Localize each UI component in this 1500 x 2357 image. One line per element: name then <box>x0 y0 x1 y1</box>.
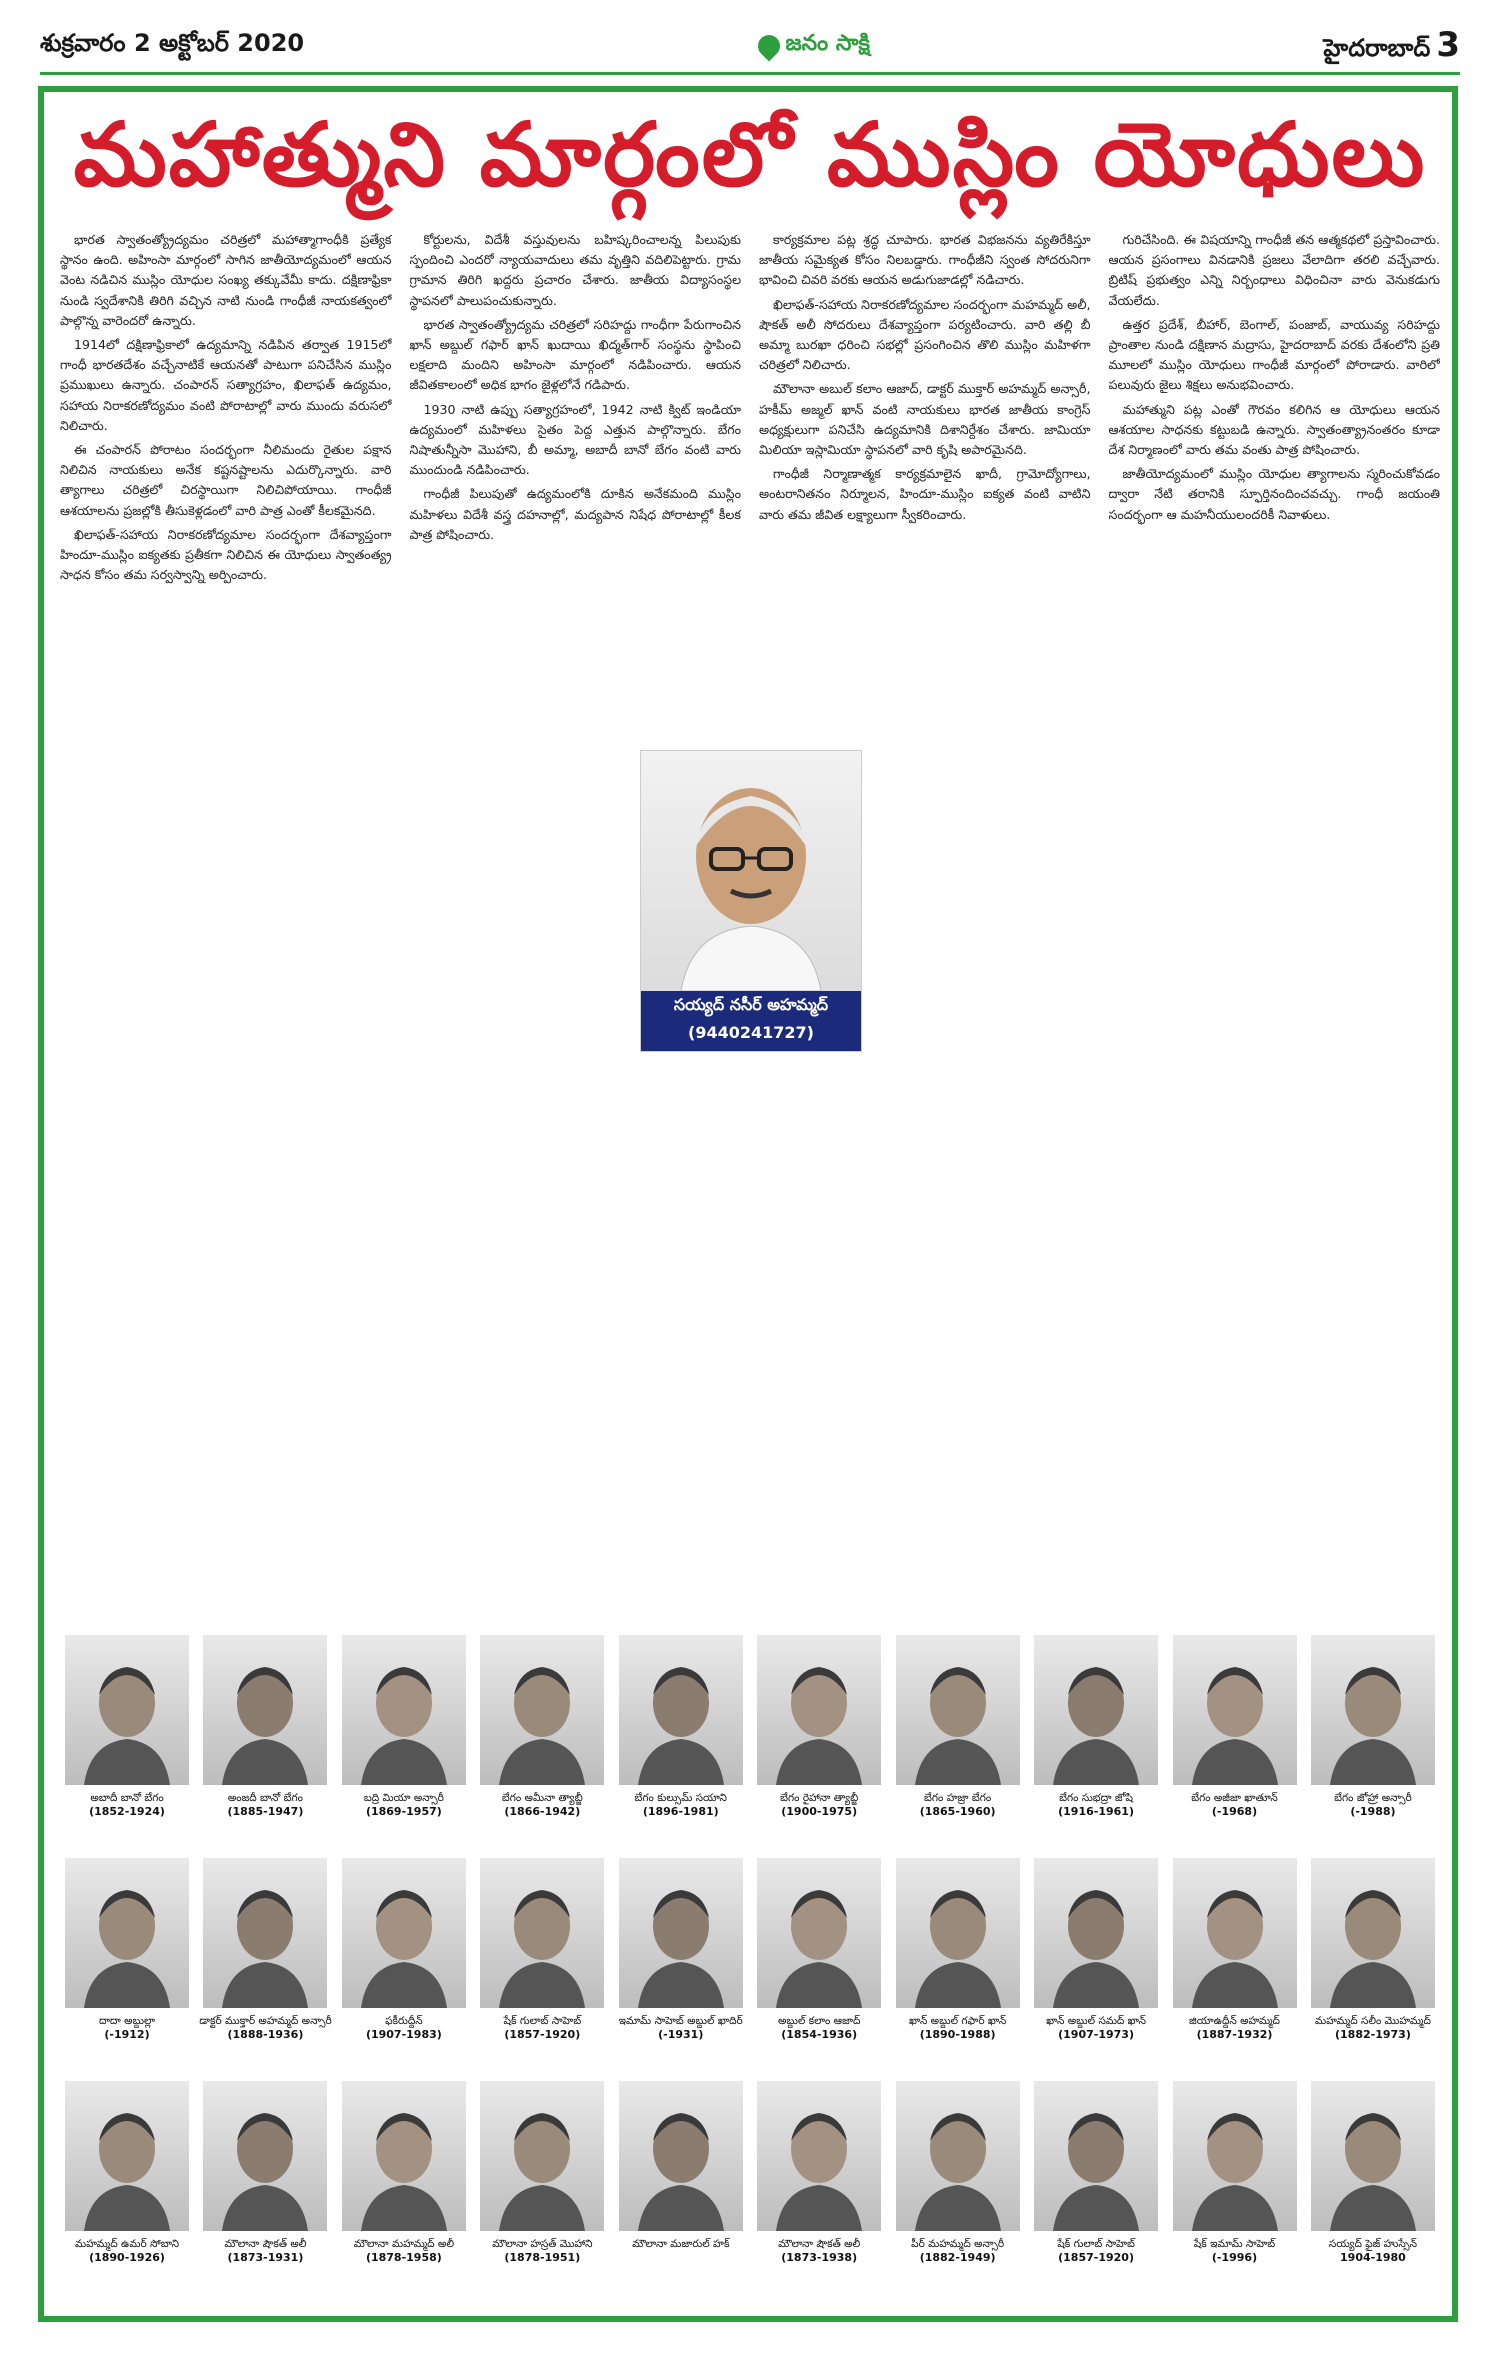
portrait-photo <box>342 1858 466 2008</box>
person-silhouette-icon <box>210 1868 320 2008</box>
paragraph: కోర్టులను, విదేశీ వస్తువులను బహిష్కరించాలన్న పిలుపుకు స్పందించి ఎందరో న్యాయవాదులు తమ వృత్తిని వదిలిపెట్టారు. గ్రామ గ్రామాన తిరిగి ఖద్దరు ప్రచారం చేశారు. జాతీయ విద్యాసంస్థల స్థాపనలో పాలుపంచుకున్నారు. <box>409 232 741 308</box>
newspaper-logo <box>758 31 871 61</box>
paragraph: భారత స్వాతంత్య్రోద్యమం చరిత్రలో మహాత్మాగాంధీకి ప్రత్యేక స్థానం ఉంది. అహింసా మార్గంలో సాగిన జాతీయోద్యమంలో ఆయన వెంట నడిచిన ముస్లిం యోధుల సంఖ్య తక్కువేమీ కాదు. దక్షిణాఫ్రికా నుండి స్వదేశానికి తిరిగి వచ్చిన నాటి నుండి గాంధీజీ నాయకత్వంలో పాల్గొన్న వారెందరో ఉన్నారు. <box>60 232 392 328</box>
person-silhouette-icon <box>1318 1645 1428 1785</box>
person-silhouette-icon <box>487 2091 597 2231</box>
portrait-photo <box>65 1858 189 2008</box>
person-silhouette-icon <box>626 2091 736 2231</box>
leaf-icon <box>753 30 784 61</box>
person-silhouette-icon <box>626 1645 736 1785</box>
portrait-years: (1907-1973) <box>1058 2028 1134 2041</box>
portrait-years: (1857-1920) <box>1058 2251 1134 2264</box>
portrait-card <box>198 2081 332 2304</box>
portrait-name: ఫకీరుద్దీన్ <box>385 2015 423 2027</box>
portrait-photo <box>480 2081 604 2231</box>
page-number: 3 <box>1436 24 1460 65</box>
portrait-photo <box>203 2081 327 2231</box>
portrait-photo <box>1173 1635 1297 1785</box>
person-silhouette-icon <box>1041 1868 1151 2008</box>
portrait-card <box>1029 2081 1163 2304</box>
gallery-row-1 <box>60 1635 1440 1858</box>
paragraph: కార్యక్రమాల పట్ల శ్రద్ధ చూపారు. భారత విభజనను వ్యతిరేకిస్తూ జాతీయ సమైక్యత కోసం నిలబడ్డారు. గాంధీజీని స్వంత సోదరునిగా భావించి చివరి వరకు ఆయన అడుగుజాడల్లో నడిచారు. <box>759 232 1091 288</box>
portrait-card <box>614 2081 748 2304</box>
page-locator <box>1323 25 1460 68</box>
portrait-photo <box>65 1635 189 1785</box>
paragraph: గురిచేసింది. ఈ విషయాన్ని గాంధీజీ తన ఆత్మకథలో ప్రస్తావించారు. ఆయన ప్రసంగాలు వినడానికి ప్రజలు వేలాదిగా తరలి వచ్చేవారు. బ్రిటిష్ ప్రభుత్వం ఎన్ని నిర్బంధాలు విధించినా వారు వెనుకడుగు వేయలేదు. <box>1108 232 1440 308</box>
portrait-years: (-1931) <box>658 2028 704 2041</box>
portrait-photo <box>1311 1858 1435 2008</box>
portrait-name: జియాఉద్దీన్ అహమ్మద్ <box>1189 2015 1280 2027</box>
portrait-name: షేక్ ఇమామ్ సాహెబ్ <box>1193 2238 1276 2250</box>
person-silhouette-icon <box>1318 2091 1428 2231</box>
portrait-photo <box>480 1858 604 2008</box>
person-silhouette-icon <box>487 1868 597 2008</box>
person-silhouette-icon <box>1041 1645 1151 1785</box>
author-name: సయ్యద్ నసీర్ అహమ్మద్ <box>673 995 829 1014</box>
portrait-years: (-1968) <box>1211 1805 1258 1818</box>
portrait-years: (1885-1947) <box>227 1805 304 1818</box>
portrait-years: (-1996) <box>1211 2251 1258 2264</box>
portrait-card <box>752 1858 886 2081</box>
portrait-years: (1854-1936) <box>781 2028 858 2041</box>
person-silhouette-icon <box>903 1645 1013 1785</box>
portrait-card <box>475 2081 609 2304</box>
portrait-card <box>475 1635 609 1858</box>
portrait-photo <box>480 1635 604 1785</box>
portrait-years: (1873-1931) <box>227 2251 304 2264</box>
paragraph: మౌలానా అబుల్ కలాం ఆజాద్, డాక్టర్ ముక్తార్ అహమ్మద్ అన్సారీ, హకీమ్ అజ్మల్ ఖాన్ వంటి నాయకులు భారత జాతీయ కాంగ్రెస్ అధ్యక్షులుగా పనిచేసి ఉద్యమానికి దిశానిర్దేశం చేశారు. జామియా మిలియా ఇస్లామియా స్థాపనలో వారి కృషి అపారమైనది. <box>759 381 1091 458</box>
portrait-photo <box>619 1858 743 2008</box>
portrait-card <box>614 1635 748 1858</box>
portrait-photo <box>619 2081 743 2231</box>
paragraph: 1930 నాటి ఉప్పు సత్యాగ్రహంలో, 1942 నాటి క్విట్ ఇండియా ఉద్యమంలో మహిళలు సైతం పెద్ద ఎత్తున పాల్గొన్నారు. బేగం నిషాతున్నీసా మొహాని, బీ అమ్మా, అబాదీ బానో బేగం వంటి వారు ముందుండి నడిపించారు. <box>409 401 741 478</box>
portrait-card <box>198 1635 332 1858</box>
portrait-years: (1852-1924) <box>89 1805 165 1818</box>
portrait-card <box>614 1858 748 2081</box>
portrait-name: పీర్ మహమ్మద్ అన్సారీ <box>911 2238 1005 2250</box>
portrait-photo <box>342 2081 466 2231</box>
article-column-4 <box>1109 230 1441 1625</box>
person-silhouette-icon <box>1041 2091 1151 2231</box>
portrait-photo <box>1173 2081 1297 2231</box>
portrait-name: ఇమామ్ సాహెబ్ అబ్దుల్ ఖాదిర్ <box>618 2015 743 2027</box>
paragraph: భారత స్వాతంత్య్రోద్యమ చరిత్రలో సరిహద్దు గాంధీగా పేరుగాంచిన ఖాన్ అబ్దుల్ గఫార్ ఖాన్ ఖుదాయి ఖిద్మత్‌గార్ సంస్థను స్థాపించి లక్షలాది మందిని అహింసా మార్గంలో నడిపించారు. ఆయన జీవితకాలంలో అధిక భాగం జైళ్లలోనే గడిపారు. <box>409 316 741 393</box>
person-silhouette-icon <box>210 1645 320 1785</box>
person-silhouette-icon <box>487 1645 597 1785</box>
portrait-years: 1904-1980 <box>1340 2251 1406 2264</box>
portrait-name: బేగం హజ్రా బేగం <box>924 1792 992 1804</box>
paragraph: జాతీయోద్యమంలో ముస్లిం యోధుల త్యాగాలను స్మరించుకోవడం ద్వారా నేటి తరానికి స్ఫూర్తినందించవచ్చు. గాంధీ జయంతి సందర్భంగా ఆ మహనీయులందరికీ నివాళులు. <box>1108 466 1440 522</box>
portrait-card <box>475 1858 609 2081</box>
issue-date: శుక్రవారం 2 అక్టోబర్ 2020 <box>40 29 305 57</box>
portrait-card <box>337 2081 471 2304</box>
portrait-photo <box>1034 1858 1158 2008</box>
portrait-photo <box>65 2081 189 2231</box>
portrait-name: షేక్ గులాబ్ సాహెబ్ <box>1057 2238 1135 2250</box>
portrait-name: మహమ్మద్ సలీం మొహమ్మద్ <box>1315 2015 1431 2027</box>
portrait-years: (1882-1973) <box>1335 2028 1411 2041</box>
person-silhouette-icon <box>903 1868 1013 2008</box>
portrait-name: మౌలానా షౌకత్ అలీ <box>224 2238 307 2250</box>
author-portrait <box>640 750 862 1052</box>
portrait-card <box>1029 1635 1163 1858</box>
portrait-card <box>337 1635 471 1858</box>
article-column-1 <box>60 230 392 1625</box>
portrait-name: మహమ్మద్ ఉమర్ సోబాని <box>75 2238 179 2250</box>
edition-city: హైదరాబాద్ <box>1323 33 1431 62</box>
portrait-years: (1887-1932) <box>1196 2028 1273 2041</box>
person-silhouette-icon <box>626 1868 736 2008</box>
person-silhouette-icon <box>764 1645 874 1785</box>
portrait-photo <box>203 1858 327 2008</box>
portrait-name: మౌలానా షౌకత్ అలీ <box>778 2238 861 2250</box>
paragraph: ఖిలాఫత్-సహాయ నిరాకరణోద్యమాల సందర్భంగా దేశవ్యాప్తంగా హిందూ-ముస్లిం ఐక్యతకు ప్రతీకగా నిలిచిన ఈ యోధులు స్వాతంత్య్ర సాధన కోసం తమ సర్వస్వాన్ని అర్పించారు. <box>60 526 392 583</box>
portrait-name: అబ్దుల్ కలాం ఆజాద్ <box>777 2015 861 2027</box>
portrait-name: బద్రి మియా అన్సారీ <box>363 1792 444 1804</box>
person-silhouette-icon <box>764 1868 874 2008</box>
portrait-name: బేగం రైహానా త్యాబ్జీ <box>780 1792 859 1804</box>
portrait-photo <box>342 1635 466 1785</box>
portrait-card <box>891 1858 1025 2081</box>
portrait-photo <box>757 1858 881 2008</box>
person-silhouette-icon <box>903 2091 1013 2231</box>
portrait-years: (1907-1983) <box>365 2028 442 2041</box>
portrait-years: (1865-1960) <box>919 1805 996 1818</box>
portrait-years: (1866-1942) <box>504 1805 581 1818</box>
portrait-years: (1873-1938) <box>781 2251 858 2264</box>
portrait-name: ఖాన్ అబ్దుల్ గఫార్ ఖాన్ <box>909 2015 1007 2027</box>
portrait-photo <box>619 1635 743 1785</box>
paragraph: గాంధీజీ నిర్మాణాత్మక కార్యక్రమాలైన ఖాదీ, గ్రామోద్యోగాలు, అంటరానితనం నిర్మూలన, హిందూ-ముస్లిం ఐక్యత వంటి వాటిని వారు తమ జీవిత లక్ష్యాలుగా స్వీకరించారు. <box>759 466 1091 522</box>
logo-text: జనం సాక్షి <box>785 31 871 56</box>
portrait-name: సయ్యద్ ఫైజ్ హుస్సేన్ <box>1328 2238 1417 2250</box>
portrait-card <box>1306 2081 1440 2304</box>
portrait-name: షేక్ గులాబ్ సాహెబ్ <box>503 2015 582 2027</box>
portrait-years: (-1912) <box>104 2028 150 2041</box>
portrait-years: (-1988) <box>1350 1805 1396 1818</box>
person-silhouette-icon <box>764 2091 874 2231</box>
portrait-card <box>1306 1635 1440 1858</box>
portrait-years: (1888-1936) <box>227 2028 304 2041</box>
portrait-photo <box>757 2081 881 2231</box>
author-photo <box>641 751 861 991</box>
person-silhouette-icon <box>349 1868 459 2008</box>
person-silhouette-icon <box>1180 1645 1290 1785</box>
portrait-card <box>198 1858 332 2081</box>
portrait-name: మౌలానా మజారుల్ హక్ <box>632 2238 730 2250</box>
portrait-photo <box>1311 1635 1435 1785</box>
portrait-photo <box>896 2081 1020 2231</box>
person-silhouette-icon <box>72 1868 182 2008</box>
author-caption <box>641 991 861 1051</box>
portrait-face-icon <box>651 761 851 991</box>
gallery-row-2 <box>60 1858 1440 2081</box>
person-silhouette-icon <box>72 2091 182 2231</box>
portrait-card <box>337 1858 471 2081</box>
author-phone: (9440241727) <box>688 1023 814 1042</box>
portrait-card <box>1168 2081 1302 2304</box>
portrait-photo <box>1311 2081 1435 2231</box>
portrait-years: (1900-1975) <box>781 1805 858 1818</box>
portrait-photo <box>757 1635 881 1785</box>
portrait-photo <box>896 1635 1020 1785</box>
portrait-name: డాక్టర్ ముక్తార్ అహమ్మద్ అన్సారీ <box>199 2015 332 2027</box>
portrait-name: దాదా అబ్దుల్లా <box>98 2015 156 2027</box>
person-silhouette-icon <box>1180 2091 1290 2231</box>
portrait-name: ఖాన్ అబ్దుల్ సమద్ ఖాన్ <box>1046 2015 1146 2027</box>
portrait-name: అబాదీ బానో బేగం <box>90 1792 164 1804</box>
portrait-card <box>891 1635 1025 1858</box>
portrait-years: (1896-1981) <box>642 1805 719 1818</box>
paragraph: 1914లో దక్షిణాఫ్రికాలో ఉద్యమాన్ని నడిపిన తర్వాత 1915లో గాంధీ భారతదేశం వచ్చేనాటికే ఆయనతో పాటుగా పనిచేసిన ముస్లిం ప్రముఖులు ఉన్నారు. చంపారన్ సత్యాగ్రహం, ఖిలాఫత్ ఉద్యమం, సహాయ నిరాకరణోద్యమం వంటి పోరాటాల్లో వారు ముందు వరుసలో నిలిచారు. <box>60 337 392 433</box>
portrait-photo <box>1173 1858 1297 2008</box>
portrait-years: (1916-1961) <box>1058 1805 1134 1818</box>
person-silhouette-icon <box>72 1645 182 1785</box>
portrait-years: (1878-1958) <box>365 2251 442 2264</box>
person-silhouette-icon <box>349 2091 459 2231</box>
paragraph: గాంధీజీ పిలుపుతో ఉద్యమంలోకి దూకిన అనేకమంది ముస్లిం మహిళలు విదేశీ వస్త్ర దహనాల్లో, మద్యపాన నిషేధ పోరాటాల్లో కీలక పాత్ర పోషించారు. <box>409 486 741 542</box>
portrait-name: బేగం సుభద్రా జోషి <box>1059 1792 1134 1804</box>
portrait-card <box>1168 1635 1302 1858</box>
portrait-years: (1882-1949) <box>919 2251 996 2264</box>
headline: మహాత్ముని మార్గంలో ముస్లిం యోధులు <box>73 102 1427 206</box>
person-silhouette-icon <box>210 2091 320 2231</box>
person-silhouette-icon <box>1180 1868 1290 2008</box>
portrait-years: (1857-1920) <box>504 2028 581 2041</box>
portrait-name: బేగం జోహ్రా అన్సారీ <box>1334 1792 1412 1804</box>
portrait-years: (1890-1988) <box>919 2028 996 2041</box>
portrait-card <box>891 2081 1025 2304</box>
portrait-name: అంజదీ బానో బేగం <box>227 1792 303 1804</box>
portrait-card <box>1306 1858 1440 2081</box>
portrait-name: మౌలానా హస్రత్ మొహాని <box>492 2238 593 2250</box>
portrait-photo <box>203 1635 327 1785</box>
freedom-fighters-gallery <box>60 1635 1440 2305</box>
portrait-years: (1890-1926) <box>89 2251 165 2264</box>
gallery-row-3 <box>60 2081 1440 2304</box>
paragraph: ఖిలాఫత్-సహాయ నిరాకరణోద్యమాల సందర్భంగా మహమ్మద్ అలీ, షౌకత్ అలీ సోదరులు దేశవ్యాప్తంగా పర్యటించారు. వారి తల్లి బీ అమ్మా బురఖా ధరించి సభల్లో ప్రసంగించిన తొలి ముస్లిం మహిళగా చరిత్రలో నిలిచారు. <box>759 296 1091 373</box>
masthead <box>40 20 1460 75</box>
portrait-name: మౌలానా మహమ్మద్ అలీ <box>353 2238 455 2250</box>
portrait-photo <box>1034 2081 1158 2231</box>
portrait-card <box>752 2081 886 2304</box>
portrait-years: (1878-1951) <box>504 2251 581 2264</box>
portrait-card <box>1029 1858 1163 2081</box>
paragraph: ఉత్తర ప్రదేశ్, బీహార్, బెంగాల్, పంజాబ్, వాయువ్య సరిహద్దు ప్రాంతాల నుండి దక్షిణాన మద్రాసు, హైదరాబాద్ వరకు దేశంలోని ప్రతి మూలలో ముస్లిం యోధులు గాంధీజీ మార్గంలో పోరాడారు. వారిలో పలువురు జైలు శిక్షలు అనుభవించారు. <box>1108 316 1440 393</box>
portrait-card <box>60 1858 194 2081</box>
portrait-name: బేగం అజీజా ఖాతూన్ <box>1191 1792 1278 1804</box>
portrait-card <box>60 1635 194 1858</box>
portrait-photo <box>896 1858 1020 2008</box>
portrait-card <box>60 2081 194 2304</box>
portrait-photo <box>1034 1635 1158 1785</box>
portrait-name: బేగం కుల్సుమ్ సయాని <box>634 1792 727 1804</box>
portrait-card <box>1168 1858 1302 2081</box>
person-silhouette-icon <box>349 1645 459 1785</box>
person-silhouette-icon <box>1318 1868 1428 2008</box>
portrait-years: (1869-1957) <box>365 1805 442 1818</box>
paragraph: ఈ చంపారన్ పోరాటం సందర్భంగా నీలిమందు రైతుల పక్షాన నిలిచిన నాయకులు అనేక కష్టనష్టాలను ఎదుర్కొన్నారు. వారి త్యాగాలు చరిత్రలో చిరస్థాయిగా నిలిచిపోయాయి. గాంధీజీ ఆశయాలను ప్రజల్లోకి తీసుకెళ్లడంలో వారి పాత్ర ఎంతో కీలకమైనది. <box>60 442 392 518</box>
portrait-name: బేగం అమీనా త్యాబ్జీ <box>501 1792 583 1804</box>
paragraph: మహాత్ముని పట్ల ఎంతో గౌరవం కలిగిన ఆ యోధులు ఆయన ఆశయాల సాధనకు కట్టుబడి ఉన్నారు. స్వాతంత్య్రానంతరం కూడా దేశ నిర్మాణంలో వారు తమ వంతు పాత్ర పోషించారు. <box>1108 401 1440 458</box>
portrait-card <box>752 1635 886 1858</box>
